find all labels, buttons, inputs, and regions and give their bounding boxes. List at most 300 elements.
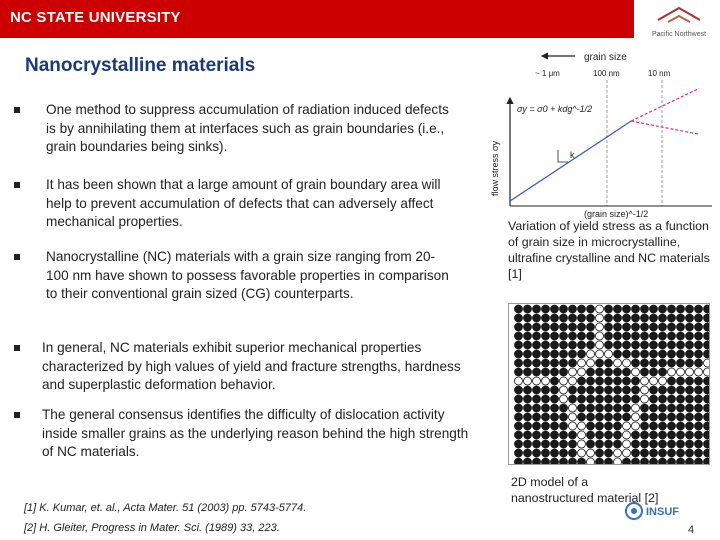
grain-atom	[596, 359, 604, 367]
grain-atom	[605, 422, 613, 430]
grain-atom	[578, 395, 586, 403]
grain-atom	[659, 314, 667, 322]
header-banner	[0, 0, 634, 38]
grain-atom	[551, 332, 559, 340]
grain-atom	[524, 458, 532, 464]
grain-atom	[515, 413, 523, 421]
boundary-atom	[569, 377, 577, 385]
grain-atom	[659, 404, 667, 412]
grain-atom	[614, 431, 622, 439]
boundary-atom	[542, 377, 550, 385]
grain-atom	[533, 422, 541, 430]
grain-atom	[596, 413, 604, 421]
grain-atom	[542, 323, 550, 331]
grain-atom	[524, 305, 532, 313]
grain-atom	[641, 458, 649, 464]
boundary-atom	[704, 368, 710, 376]
grain-atom	[704, 431, 710, 439]
grain-atom	[686, 332, 694, 340]
grain-atom	[569, 440, 577, 448]
grain-atom	[641, 305, 649, 313]
series-line-2	[631, 121, 698, 134]
grain-atom	[560, 413, 568, 421]
grain-atom	[605, 368, 613, 376]
grain-atom	[569, 305, 577, 313]
grain-atom	[524, 449, 532, 457]
grain-atom	[704, 395, 710, 403]
nanostructure-model	[508, 303, 710, 465]
grain-atom	[686, 350, 694, 358]
grain-atom	[695, 440, 703, 448]
pnnl-logo	[640, 2, 718, 46]
grain-atom	[641, 359, 649, 367]
grain-atom	[659, 305, 667, 313]
grain-atom	[695, 323, 703, 331]
grain-atom	[650, 422, 658, 430]
boundary-atom	[515, 377, 523, 385]
boundary-atom	[596, 332, 604, 340]
grain-atom	[695, 332, 703, 340]
boundary-atom	[596, 350, 604, 358]
boundary-atom	[623, 440, 631, 448]
grain-atom	[587, 431, 595, 439]
grain-atom	[578, 332, 586, 340]
grain-atom	[542, 413, 550, 421]
grain-atom	[596, 449, 604, 457]
bullet-square-icon	[14, 254, 20, 260]
grain-atom	[515, 431, 523, 439]
grain-atom	[605, 413, 613, 421]
slide-title: Nanocrystalline materials	[25, 55, 256, 76]
grain-atom	[596, 458, 604, 464]
boundary-atom	[596, 305, 604, 313]
grain-atom	[659, 386, 667, 394]
grain-atom	[587, 323, 595, 331]
grain-atom	[641, 404, 649, 412]
grain-atom	[686, 305, 694, 313]
grain-atom	[686, 440, 694, 448]
grain-atom	[560, 368, 568, 376]
grain-atom	[587, 413, 595, 421]
grain-atom	[551, 350, 559, 358]
grain-atom	[641, 431, 649, 439]
grain-atom	[641, 323, 649, 331]
grain-atom	[578, 413, 586, 421]
grain-atom	[695, 386, 703, 394]
grain-atom	[587, 404, 595, 412]
top-tick-label: 100 nm	[593, 69, 620, 78]
grain-atom	[515, 368, 523, 376]
grain-atom	[704, 386, 710, 394]
grain-atom	[587, 314, 595, 322]
grain-atom	[668, 431, 676, 439]
grain-atom	[632, 395, 640, 403]
grain-atom	[668, 386, 676, 394]
series-line-0	[510, 121, 631, 201]
grain-atom	[623, 395, 631, 403]
grain-atom	[605, 431, 613, 439]
grain-atom	[524, 395, 532, 403]
grain-atom	[596, 422, 604, 430]
boundary-atom	[668, 368, 676, 376]
grain-atom	[623, 413, 631, 421]
grain-atom	[704, 341, 710, 349]
grain-atom	[533, 305, 541, 313]
grain-atom	[569, 386, 577, 394]
grain-atom	[704, 314, 710, 322]
grain-atom	[632, 323, 640, 331]
boundary-atom	[614, 359, 622, 367]
grain-atom	[524, 323, 532, 331]
boundary-atom	[569, 413, 577, 421]
grain-atom	[560, 440, 568, 448]
grain-atom	[569, 395, 577, 403]
grain-atom	[659, 440, 667, 448]
grain-atom	[533, 440, 541, 448]
grain-atom	[533, 404, 541, 412]
grain-atom	[641, 332, 649, 340]
grain-atom	[551, 449, 559, 457]
grain-atom	[686, 458, 694, 464]
grain-atom	[677, 314, 685, 322]
grain-atom	[695, 377, 703, 385]
grain-atom	[668, 458, 676, 464]
grain-atom	[677, 440, 685, 448]
grain-atom	[533, 395, 541, 403]
boundary-atom	[704, 359, 710, 367]
grain-atom	[650, 350, 658, 358]
grain-atom	[659, 359, 667, 367]
grain-atom	[515, 404, 523, 412]
grain-atom	[623, 341, 631, 349]
boundary-atom	[560, 386, 568, 394]
grain-atom	[686, 359, 694, 367]
references	[24, 498, 306, 538]
grain-atom	[569, 332, 577, 340]
grain-atom	[515, 449, 523, 457]
grain-atom	[542, 350, 550, 358]
grain-atom	[551, 341, 559, 349]
grain-atom	[542, 422, 550, 430]
grain-atom	[704, 440, 710, 448]
chart-caption: Variation of yield stress as a function of grain size in microcrystalline, ultrafine crystalline and NC materials [1]	[508, 219, 710, 281]
grain-atom	[524, 359, 532, 367]
grain-atom	[515, 386, 523, 394]
grain-atom	[578, 323, 586, 331]
grain-atom	[587, 368, 595, 376]
grain-atom	[569, 449, 577, 457]
grain-atom	[605, 332, 613, 340]
grain-atom	[650, 413, 658, 421]
grain-atom	[659, 368, 667, 376]
grain-atom	[578, 341, 586, 349]
grain-atom	[650, 458, 658, 464]
grain-atom	[533, 359, 541, 367]
grain-atom	[695, 422, 703, 430]
grain-atom	[686, 395, 694, 403]
y-axis-label: flow stress σy	[490, 140, 500, 196]
grain-atom	[524, 341, 532, 349]
boundary-atom	[578, 440, 586, 448]
slope-triangle	[558, 150, 568, 162]
grain-atom	[650, 395, 658, 403]
grain-atom	[632, 449, 640, 457]
boundary-atom	[596, 314, 604, 322]
boundary-atom	[641, 377, 649, 385]
boundary-atom	[632, 422, 640, 430]
grain-atom	[704, 332, 710, 340]
boundary-atom	[632, 413, 640, 421]
boundary-atom	[524, 377, 532, 385]
grain-atom	[686, 386, 694, 394]
grain-atom	[641, 368, 649, 376]
grain-atom	[650, 386, 658, 394]
boundary-atom	[614, 458, 622, 464]
grain-atom	[632, 377, 640, 385]
grain-atom	[569, 314, 577, 322]
grain-atom	[515, 332, 523, 340]
boundary-atom	[641, 386, 649, 394]
boundary-atom	[623, 449, 631, 457]
grain-atom	[551, 368, 559, 376]
grain-atom	[515, 323, 523, 331]
grain-atom	[578, 458, 586, 464]
grain-atom	[614, 422, 622, 430]
grain-atom	[650, 341, 658, 349]
grain-atom	[515, 422, 523, 430]
grain-atom	[542, 431, 550, 439]
grain-atom	[641, 422, 649, 430]
grain-atom	[686, 323, 694, 331]
grain-atom	[569, 359, 577, 367]
grain-atom	[704, 377, 710, 385]
boundary-atom	[596, 323, 604, 331]
grain-atom	[524, 431, 532, 439]
grain-atom	[614, 440, 622, 448]
grain-atom	[695, 404, 703, 412]
grain-atom	[515, 440, 523, 448]
grain-atom	[659, 413, 667, 421]
grain-atom	[533, 386, 541, 394]
grain-atom	[632, 332, 640, 340]
grain-atom	[659, 458, 667, 464]
grain-atom	[668, 413, 676, 421]
grain-atom	[560, 359, 568, 367]
grain-atom	[650, 368, 658, 376]
boundary-atom	[560, 377, 568, 385]
grain-atom	[677, 449, 685, 457]
grain-atom	[614, 413, 622, 421]
grain-atom	[632, 431, 640, 439]
grain-atom	[686, 422, 694, 430]
grain-atom	[524, 350, 532, 358]
series-line-1	[631, 89, 698, 121]
grain-atom	[632, 458, 640, 464]
grain-atom	[542, 359, 550, 367]
grain-atom	[515, 350, 523, 358]
grain-atom	[551, 413, 559, 421]
grain-atom	[677, 386, 685, 394]
x-axis-label: (grain size)^-1/2	[584, 209, 649, 219]
grain-atom	[605, 449, 613, 457]
grain-atom	[542, 314, 550, 322]
pnnl-logo-text: Pacific Northwest	[651, 31, 707, 38]
grain-atom	[641, 350, 649, 358]
grain-atom	[605, 395, 613, 403]
grain-atom	[587, 377, 595, 385]
bullet-item: The general consensus identifies the difficulty of dislocation activity inside smaller grains as the underlying reason behind the high strength of NC materials.	[14, 406, 474, 462]
grain-atom	[659, 449, 667, 457]
grain-atom	[650, 404, 658, 412]
boundary-atom	[641, 395, 649, 403]
grain-atom	[551, 377, 559, 385]
grain-atom	[515, 341, 523, 349]
grain-atom	[560, 350, 568, 358]
grain-atom	[668, 449, 676, 457]
grain-atom	[677, 395, 685, 403]
grain-atom	[659, 431, 667, 439]
boundary-atom	[659, 377, 667, 385]
grain-atom	[686, 404, 694, 412]
grain-atom	[632, 386, 640, 394]
grain-atom	[650, 323, 658, 331]
grain-atom	[515, 314, 523, 322]
grain-atom	[605, 404, 613, 412]
page-number: 4	[688, 524, 695, 536]
grain-atom	[533, 314, 541, 322]
grain-atom	[533, 368, 541, 376]
grain-atom	[677, 377, 685, 385]
grain-atom	[695, 449, 703, 457]
grain-atom	[605, 341, 613, 349]
grain-atom	[650, 305, 658, 313]
grain-atom	[542, 440, 550, 448]
grain-atom	[650, 314, 658, 322]
grain-atom	[623, 305, 631, 313]
grain-atom	[641, 440, 649, 448]
grain-atom	[677, 404, 685, 412]
boundary-atom	[533, 377, 541, 385]
grain-atom	[668, 440, 676, 448]
grain-atom	[650, 359, 658, 367]
grain-atom	[695, 413, 703, 421]
grain-atom	[596, 386, 604, 394]
grain-atom	[704, 350, 710, 358]
boundary-atom	[587, 458, 595, 464]
grain-atom	[524, 404, 532, 412]
grain-atom	[695, 341, 703, 349]
grain-atom	[614, 314, 622, 322]
grain-atom	[704, 404, 710, 412]
grain-atom	[569, 458, 577, 464]
grain-atom	[623, 377, 631, 385]
grain-atom	[641, 314, 649, 322]
grain-atom	[551, 305, 559, 313]
grain-atom	[686, 413, 694, 421]
boundary-atom	[677, 368, 685, 376]
grain-atom	[515, 395, 523, 403]
grain-atom	[623, 314, 631, 322]
grain-atom	[551, 431, 559, 439]
grain-atom	[524, 368, 532, 376]
grain-atom	[560, 332, 568, 340]
grain-atom	[551, 458, 559, 464]
grain-atom	[668, 404, 676, 412]
grain-atom	[587, 386, 595, 394]
boundary-atom	[605, 350, 613, 358]
grain-atom	[587, 305, 595, 313]
grain-atom	[632, 350, 640, 358]
insuf-logo-text: INSUF	[646, 506, 679, 518]
grain-atom	[578, 377, 586, 385]
grain-atom	[614, 386, 622, 394]
grain-atom	[542, 386, 550, 394]
bullet-square-icon	[14, 412, 20, 418]
grain-atom	[659, 332, 667, 340]
grain-atom	[668, 314, 676, 322]
grain-atom	[614, 395, 622, 403]
boundary-atom	[578, 431, 586, 439]
grain-atom	[668, 341, 676, 349]
reference-item: [1] K. Kumar, et. al., Acta Mater. 51 (2003) pp. 5743-5774.	[24, 502, 307, 514]
grain-atom	[560, 449, 568, 457]
boundary-atom	[623, 431, 631, 439]
grain-atom	[704, 449, 710, 457]
grain-atom	[533, 332, 541, 340]
grain-atom	[596, 377, 604, 385]
grain-atom	[524, 314, 532, 322]
grain-atom	[551, 440, 559, 448]
grain-atom	[632, 359, 640, 367]
grain-atom	[533, 431, 541, 439]
grain-atom	[686, 377, 694, 385]
grain-atom	[704, 422, 710, 430]
grain-atom	[677, 359, 685, 367]
grain-atom	[632, 440, 640, 448]
grain-atom	[677, 332, 685, 340]
boundary-atom	[632, 404, 640, 412]
grain-atom	[560, 431, 568, 439]
grain-atom	[668, 332, 676, 340]
grain-atom	[623, 386, 631, 394]
university-name: NC STATE UNIVERSITY	[10, 9, 181, 26]
grain-atom	[578, 305, 586, 313]
grain-atom	[542, 368, 550, 376]
grain-atom	[614, 305, 622, 313]
grain-atom	[551, 323, 559, 331]
grain-atom	[596, 368, 604, 376]
grain-atom	[614, 341, 622, 349]
grain-atom	[623, 404, 631, 412]
grain-atom	[677, 305, 685, 313]
grain-atom	[686, 314, 694, 322]
yield-stress-chart	[480, 46, 718, 222]
grain-atom	[677, 422, 685, 430]
grain-atom	[704, 458, 710, 464]
grain-atom	[560, 314, 568, 322]
grain-atom	[695, 305, 703, 313]
boundary-atom	[578, 368, 586, 376]
grain-atom	[587, 332, 595, 340]
boundary-atom	[578, 449, 586, 457]
top-tick-label: ~ 1 μm	[535, 69, 560, 78]
grain-atom	[551, 395, 559, 403]
grain-atom	[524, 440, 532, 448]
grain-atom	[695, 395, 703, 403]
grain-atom	[668, 350, 676, 358]
grain-atom	[605, 458, 613, 464]
grain-atom	[515, 359, 523, 367]
